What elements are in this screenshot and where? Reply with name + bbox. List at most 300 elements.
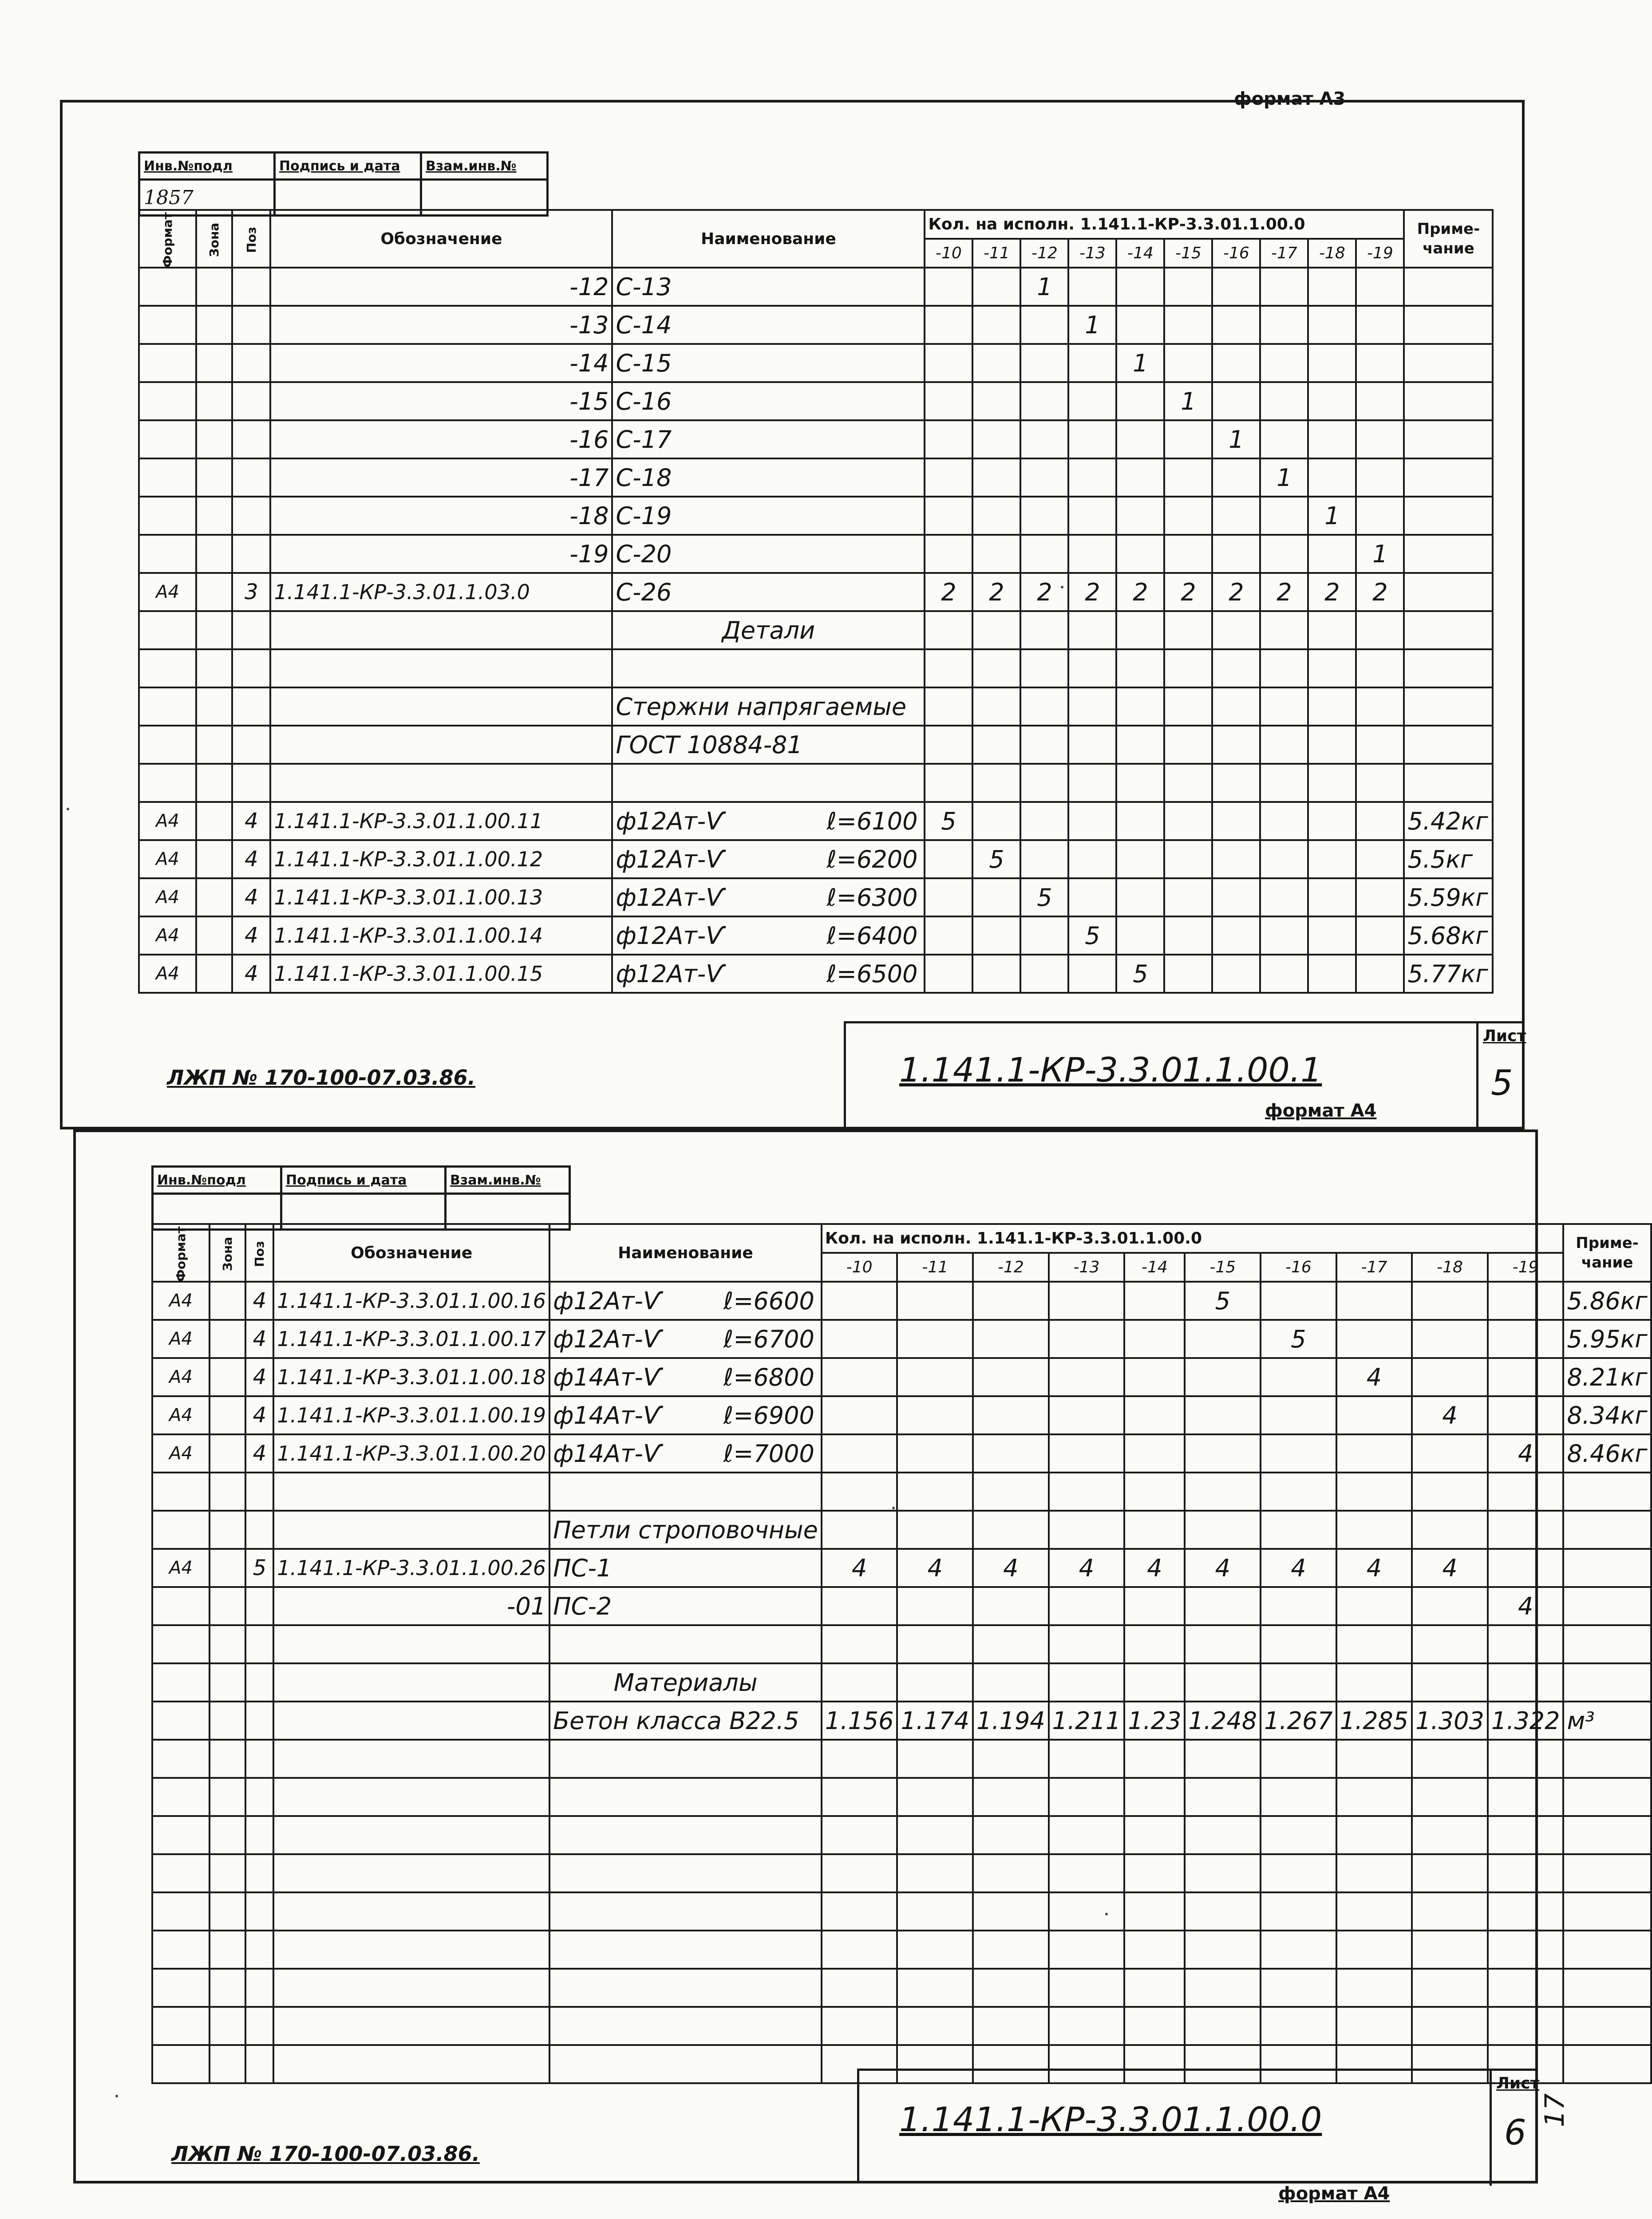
cell-designation bbox=[270, 611, 612, 649]
approval-stamp bbox=[138, 151, 549, 217]
cell-qty bbox=[1185, 1511, 1261, 1549]
variant-header: -19 bbox=[1356, 239, 1404, 268]
cell-qty bbox=[1116, 268, 1164, 306]
cell-qty bbox=[973, 1282, 1049, 1320]
cell-qty bbox=[1116, 420, 1164, 458]
cell-qty bbox=[1260, 344, 1308, 382]
cell-name bbox=[612, 802, 925, 840]
cell-format bbox=[152, 1625, 209, 1663]
cell-zone bbox=[209, 2007, 245, 2045]
cell-qty bbox=[925, 611, 972, 649]
cell-pos: 4 bbox=[232, 916, 270, 955]
cell-pos bbox=[245, 1778, 273, 1816]
cell-pos bbox=[245, 1625, 273, 1663]
cell-qty bbox=[1049, 1740, 1125, 1778]
cell-format bbox=[139, 458, 196, 497]
cell-designation: -18 bbox=[270, 497, 612, 535]
cell-qty: 4 bbox=[1336, 1549, 1412, 1587]
cell-qty: 1.194 bbox=[973, 1702, 1049, 1740]
cell-pos bbox=[245, 1969, 273, 2007]
item-name: Бетон класса В22.5 bbox=[553, 1706, 799, 1735]
cell-name bbox=[549, 1663, 822, 1702]
sheet-label: Лист bbox=[1496, 2074, 1540, 2093]
col-pos-header: Поз bbox=[245, 1224, 273, 1282]
cell-name bbox=[549, 1282, 822, 1320]
cell-pos bbox=[232, 268, 270, 306]
cell-designation: 1.141.1-КР-3.3.01.1.00.20 bbox=[273, 1434, 549, 1473]
cell-designation: 1.141.1-КР-3.3.01.1.00.12 bbox=[270, 840, 612, 878]
cell-qty bbox=[1068, 878, 1116, 916]
cell-qty bbox=[1212, 458, 1260, 497]
cell-note bbox=[1404, 268, 1493, 306]
cell-qty bbox=[1260, 268, 1308, 306]
cell-qty bbox=[1488, 1282, 1564, 1320]
cell-qty bbox=[1260, 726, 1308, 764]
item-name: С-15 bbox=[616, 349, 672, 377]
table-row bbox=[152, 1854, 1651, 1892]
cell-pos bbox=[245, 1816, 273, 1854]
cell-qty bbox=[972, 458, 1020, 497]
cell-name bbox=[612, 306, 925, 344]
cell-qty bbox=[972, 268, 1020, 306]
cell-qty: 1.23 bbox=[1124, 1702, 1185, 1740]
cell-qty bbox=[1164, 344, 1212, 382]
cell-designation: -17 bbox=[270, 458, 612, 497]
cell-qty: 4 bbox=[1412, 1549, 1488, 1587]
cell-qty bbox=[822, 1282, 897, 1320]
cell-qty bbox=[925, 764, 972, 802]
cell-qty bbox=[972, 802, 1020, 840]
cell-qty bbox=[822, 1892, 897, 1931]
cell-qty bbox=[972, 611, 1020, 649]
cell-qty bbox=[1412, 2007, 1488, 2045]
cell-zone bbox=[196, 802, 232, 840]
cell-designation bbox=[273, 1511, 549, 1549]
cell-qty bbox=[1308, 344, 1356, 382]
cell-qty bbox=[1124, 1816, 1185, 1854]
cell-qty: 5 bbox=[1261, 1320, 1336, 1358]
cell-qty bbox=[1020, 764, 1068, 802]
cell-qty: 1 bbox=[1356, 535, 1404, 573]
col-zone-header: Зона bbox=[209, 1224, 245, 1282]
cell-qty bbox=[925, 306, 972, 344]
cell-qty bbox=[1212, 268, 1260, 306]
cell-qty: 1 bbox=[1260, 458, 1308, 497]
cell-qty bbox=[1488, 1663, 1564, 1702]
cell-qty bbox=[1049, 2007, 1125, 2045]
table-row bbox=[152, 1740, 1651, 1778]
table-row bbox=[139, 420, 1493, 458]
cell-pos bbox=[232, 497, 270, 535]
cell-qty bbox=[1049, 1625, 1125, 1663]
cell-designation: 1.141.1-КР-3.3.01.1.00.11 bbox=[270, 802, 612, 840]
cell-qty bbox=[1336, 1969, 1412, 2007]
cell-qty bbox=[1020, 497, 1068, 535]
qty-caption: Кол. на исполн. 1.141.1-КР-3.3.01.1.00.0 bbox=[925, 210, 1404, 239]
cell-qty bbox=[1336, 1816, 1412, 1854]
cell-qty bbox=[1116, 764, 1164, 802]
cell-qty bbox=[1116, 840, 1164, 878]
table-row bbox=[139, 802, 1493, 840]
cell-name bbox=[549, 1511, 822, 1549]
cell-qty bbox=[1068, 840, 1116, 878]
cell-format bbox=[139, 344, 196, 382]
cell-designation: 1.141.1-КР-3.3.01.1.00.15 bbox=[270, 955, 612, 993]
cell-qty bbox=[1488, 1740, 1564, 1778]
cell-qty bbox=[1049, 1320, 1125, 1358]
cell-zone bbox=[209, 1511, 245, 1549]
item-length: ℓ=6200 bbox=[826, 845, 918, 873]
cell-zone bbox=[209, 1969, 245, 2007]
cell-format bbox=[152, 1702, 209, 1740]
cell-qty bbox=[925, 955, 972, 993]
cell-qty bbox=[1185, 1778, 1261, 1816]
cell-qty bbox=[925, 382, 972, 420]
stamp-label-inventory: Инв.№подл bbox=[139, 153, 275, 180]
cell-designation: -15 bbox=[270, 382, 612, 420]
cell-qty: 1.211 bbox=[1049, 1702, 1125, 1740]
cell-qty bbox=[1336, 1396, 1412, 1434]
sheet-number-cell bbox=[1476, 1023, 1529, 1132]
cell-name bbox=[612, 726, 925, 764]
cell-note bbox=[1404, 344, 1493, 382]
cell-format bbox=[152, 1854, 209, 1892]
cell-pos bbox=[232, 420, 270, 458]
cell-qty bbox=[1124, 1473, 1185, 1511]
cell-qty bbox=[897, 1740, 973, 1778]
cell-qty: 1 bbox=[1308, 497, 1356, 535]
variant-header: -18 bbox=[1308, 239, 1356, 268]
cell-qty bbox=[1488, 1931, 1564, 1969]
cell-name bbox=[549, 1473, 822, 1511]
cell-pos: 4 bbox=[245, 1434, 273, 1473]
item-name: Детали bbox=[722, 616, 815, 644]
cell-qty bbox=[1164, 687, 1212, 726]
table-row bbox=[152, 1778, 1651, 1816]
item-name: ф12Ат-Ѵ bbox=[616, 959, 725, 988]
cell-format bbox=[152, 1587, 209, 1625]
cell-qty bbox=[973, 2007, 1049, 2045]
cell-format: А4 bbox=[152, 1549, 209, 1587]
cell-qty bbox=[1260, 840, 1308, 878]
cell-qty bbox=[1068, 802, 1116, 840]
cell-note bbox=[1404, 687, 1493, 726]
cell-qty: 2 bbox=[1212, 573, 1260, 611]
cell-pos: 4 bbox=[232, 878, 270, 916]
cell-qty bbox=[1212, 649, 1260, 687]
cell-qty bbox=[1308, 420, 1356, 458]
cell-qty: 5 bbox=[1185, 1282, 1261, 1320]
cell-qty: 4 bbox=[1124, 1549, 1185, 1587]
cell-qty bbox=[1212, 344, 1260, 382]
cell-qty bbox=[1356, 916, 1404, 955]
cell-note bbox=[1404, 611, 1493, 649]
cell-name bbox=[549, 1587, 822, 1625]
cell-qty bbox=[1020, 458, 1068, 497]
cell-qty bbox=[1356, 687, 1404, 726]
cell-pos bbox=[232, 306, 270, 344]
cell-qty bbox=[925, 687, 972, 726]
cell-format bbox=[139, 420, 196, 458]
cell-qty bbox=[1068, 268, 1116, 306]
cell-qty bbox=[1185, 1358, 1261, 1396]
cell-note bbox=[1404, 535, 1493, 573]
cell-qty bbox=[1412, 1663, 1488, 1702]
item-length: ℓ=6800 bbox=[723, 1363, 814, 1391]
cell-qty bbox=[822, 1778, 897, 1816]
variant-header: -10 bbox=[822, 1253, 897, 1282]
cell-note: 5.59кг bbox=[1404, 878, 1493, 916]
cell-qty bbox=[1185, 1663, 1261, 1702]
cell-name bbox=[549, 1931, 822, 1969]
cell-qty bbox=[1116, 535, 1164, 573]
cell-qty bbox=[1124, 1663, 1185, 1702]
scan-speck bbox=[1061, 586, 1063, 588]
cell-qty bbox=[1336, 1625, 1412, 1663]
item-length: ℓ=6400 bbox=[826, 921, 918, 950]
cell-qty bbox=[1261, 1511, 1336, 1549]
cell-format: А4 bbox=[139, 840, 196, 878]
cell-qty bbox=[897, 1358, 973, 1396]
cell-qty bbox=[1212, 840, 1260, 878]
cell-name bbox=[549, 1320, 822, 1358]
cell-zone bbox=[209, 1358, 245, 1396]
cell-note: 5.5кг bbox=[1404, 840, 1493, 878]
cell-note: 5.77кг bbox=[1404, 955, 1493, 993]
cell-qty bbox=[972, 535, 1020, 573]
cell-qty bbox=[1164, 306, 1212, 344]
cell-qty bbox=[1164, 535, 1212, 573]
cell-qty bbox=[973, 1396, 1049, 1434]
cell-qty bbox=[1185, 1854, 1261, 1892]
table-row bbox=[152, 1625, 1651, 1663]
cell-qty bbox=[1356, 840, 1404, 878]
cell-qty bbox=[822, 1587, 897, 1625]
cell-qty bbox=[1049, 1778, 1125, 1816]
cell-qty: 4 bbox=[1488, 1587, 1564, 1625]
cell-note bbox=[1563, 1969, 1651, 2007]
cell-format bbox=[139, 726, 196, 764]
cell-qty bbox=[1020, 955, 1068, 993]
cell-qty bbox=[1336, 1740, 1412, 1778]
cell-qty bbox=[1260, 535, 1308, 573]
cell-qty: 5 bbox=[972, 840, 1020, 878]
cell-qty bbox=[1020, 802, 1068, 840]
cell-designation: 1.141.1-КР-3.3.01.1.03.0 bbox=[270, 573, 612, 611]
document-code: 1.141.1-КР-3.3.01.1.00.0 bbox=[899, 2100, 1322, 2139]
cell-zone bbox=[196, 878, 232, 916]
cell-qty bbox=[822, 1320, 897, 1358]
specification-table bbox=[151, 1223, 1652, 2084]
cell-name bbox=[549, 1434, 822, 1473]
table-row bbox=[139, 268, 1493, 306]
cell-qty bbox=[972, 687, 1020, 726]
cell-qty bbox=[1356, 611, 1404, 649]
cell-format: А4 bbox=[139, 955, 196, 993]
cell-qty bbox=[1260, 649, 1308, 687]
cell-format bbox=[139, 382, 196, 420]
cell-qty bbox=[973, 1625, 1049, 1663]
variant-header: -18 bbox=[1412, 1253, 1488, 1282]
cell-qty bbox=[1212, 535, 1260, 573]
cell-qty bbox=[1488, 1854, 1564, 1892]
cell-qty bbox=[925, 420, 972, 458]
cell-name bbox=[612, 573, 925, 611]
cell-qty bbox=[1308, 955, 1356, 993]
item-name: С-13 bbox=[616, 272, 672, 301]
variant-header: -16 bbox=[1212, 239, 1260, 268]
cell-pos bbox=[232, 344, 270, 382]
cell-qty: 5 bbox=[1116, 955, 1164, 993]
cell-note: 5.68кг bbox=[1404, 916, 1493, 955]
cell-name bbox=[612, 382, 925, 420]
cell-format: А4 bbox=[152, 1320, 209, 1358]
cell-qty bbox=[1412, 1282, 1488, 1320]
cell-designation: -19 bbox=[270, 535, 612, 573]
table-row bbox=[152, 1931, 1651, 1969]
cell-designation bbox=[273, 2007, 549, 2045]
cell-qty bbox=[1164, 497, 1212, 535]
cell-qty bbox=[1260, 764, 1308, 802]
cell-format bbox=[152, 1511, 209, 1549]
item-name: Стержни напрягаемые bbox=[616, 692, 907, 721]
cell-designation: -13 bbox=[270, 306, 612, 344]
cell-note: 8.46кг bbox=[1563, 1434, 1651, 1473]
cell-zone bbox=[196, 535, 232, 573]
cell-qty bbox=[1164, 878, 1212, 916]
cell-qty bbox=[1049, 1892, 1125, 1931]
cell-qty bbox=[1336, 1434, 1412, 1473]
table-row bbox=[152, 1549, 1651, 1587]
cell-qty bbox=[1412, 1587, 1488, 1625]
cell-qty bbox=[973, 1473, 1049, 1511]
cell-zone bbox=[209, 1320, 245, 1358]
cell-pos bbox=[245, 2007, 273, 2045]
cell-qty bbox=[1068, 420, 1116, 458]
cell-zone bbox=[209, 1587, 245, 1625]
cell-qty bbox=[1356, 497, 1404, 535]
cell-qty: 1.322 bbox=[1488, 1702, 1564, 1740]
cell-qty bbox=[1261, 2007, 1336, 2045]
cell-qty bbox=[973, 1320, 1049, 1358]
cell-qty bbox=[925, 268, 972, 306]
cell-qty bbox=[822, 1434, 897, 1473]
cell-qty: 1.267 bbox=[1261, 1702, 1336, 1740]
cell-qty bbox=[973, 1358, 1049, 1396]
cell-name bbox=[549, 1969, 822, 2007]
cell-qty bbox=[1261, 1587, 1336, 1625]
cell-pos: 4 bbox=[232, 802, 270, 840]
cell-qty bbox=[822, 1854, 897, 1892]
cell-qty bbox=[1261, 1892, 1336, 1931]
title-block bbox=[857, 2069, 1538, 2183]
cell-qty bbox=[1116, 649, 1164, 687]
cell-qty bbox=[972, 306, 1020, 344]
specification-table bbox=[138, 209, 1494, 994]
cell-qty: 4 bbox=[1412, 1396, 1488, 1434]
cell-pos: 3 bbox=[232, 573, 270, 611]
table-row bbox=[152, 1473, 1651, 1511]
cell-qty bbox=[972, 382, 1020, 420]
stamp-label-replaced: Взам.инв.№ bbox=[446, 1167, 570, 1194]
item-name: ф12Ат-Ѵ bbox=[553, 1325, 662, 1353]
cell-pos: 4 bbox=[245, 1320, 273, 1358]
cell-qty bbox=[822, 1396, 897, 1434]
cell-qty bbox=[1068, 611, 1116, 649]
cell-qty bbox=[1261, 1854, 1336, 1892]
cell-qty bbox=[972, 497, 1020, 535]
cell-qty bbox=[925, 878, 972, 916]
cell-format bbox=[152, 1663, 209, 1702]
cell-qty bbox=[972, 420, 1020, 458]
sheet-number: 6 bbox=[1504, 2113, 1526, 2153]
table-row bbox=[139, 687, 1493, 726]
cell-format: А4 bbox=[152, 1434, 209, 1473]
cell-pos: 4 bbox=[245, 1358, 273, 1396]
cell-qty bbox=[1116, 306, 1164, 344]
cell-qty bbox=[1049, 1931, 1125, 1969]
stamp-label-signature: Подпись и дата bbox=[275, 153, 421, 180]
cell-qty: 2 bbox=[925, 573, 972, 611]
cell-pos bbox=[245, 1740, 273, 1778]
item-name: ф12Ат-Ѵ bbox=[553, 1287, 662, 1315]
cell-qty bbox=[1124, 1587, 1185, 1625]
cell-qty bbox=[1068, 344, 1116, 382]
variant-header: -15 bbox=[1185, 1253, 1261, 1282]
cell-zone bbox=[196, 687, 232, 726]
table-row bbox=[152, 1434, 1651, 1473]
cell-qty bbox=[822, 1625, 897, 1663]
cell-qty: 4 bbox=[822, 1549, 897, 1587]
cell-zone bbox=[196, 611, 232, 649]
cell-pos bbox=[232, 535, 270, 573]
cell-note: 8.34кг bbox=[1563, 1396, 1651, 1434]
cell-format bbox=[152, 1740, 209, 1778]
cell-name bbox=[612, 649, 925, 687]
variant-header: -17 bbox=[1260, 239, 1308, 268]
cell-qty bbox=[1412, 1778, 1488, 1816]
cell-qty bbox=[1116, 687, 1164, 726]
cell-pos: 5 bbox=[245, 1549, 273, 1587]
cell-pos: 4 bbox=[232, 840, 270, 878]
cell-qty: 1 bbox=[1164, 382, 1212, 420]
cell-qty bbox=[1116, 726, 1164, 764]
cell-designation: 1.141.1-КР-3.3.01.1.00.18 bbox=[273, 1358, 549, 1396]
cell-format bbox=[152, 1778, 209, 1816]
cell-qty bbox=[1261, 1625, 1336, 1663]
cell-pos bbox=[232, 649, 270, 687]
cell-qty bbox=[1164, 955, 1212, 993]
item-name: ф12Ат-Ѵ bbox=[616, 807, 725, 835]
cell-qty bbox=[1212, 916, 1260, 955]
cell-qty: 4 bbox=[1261, 1549, 1336, 1587]
cell-note bbox=[1563, 1511, 1651, 1549]
cell-zone bbox=[196, 420, 232, 458]
table-row bbox=[139, 458, 1493, 497]
cell-qty bbox=[1049, 1396, 1125, 1434]
cell-qty bbox=[925, 916, 972, 955]
item-name: ПС-2 bbox=[553, 1592, 612, 1620]
document-code: 1.141.1-КР-3.3.01.1.00.1 bbox=[899, 1050, 1322, 1090]
cell-qty bbox=[1308, 611, 1356, 649]
cell-qty bbox=[1261, 1663, 1336, 1702]
cell-qty bbox=[1212, 764, 1260, 802]
table-row bbox=[139, 764, 1493, 802]
cell-qty: 2 bbox=[1164, 573, 1212, 611]
cell-note bbox=[1563, 2007, 1651, 2045]
cell-note bbox=[1563, 1549, 1651, 1587]
cell-qty: 2 bbox=[972, 573, 1020, 611]
